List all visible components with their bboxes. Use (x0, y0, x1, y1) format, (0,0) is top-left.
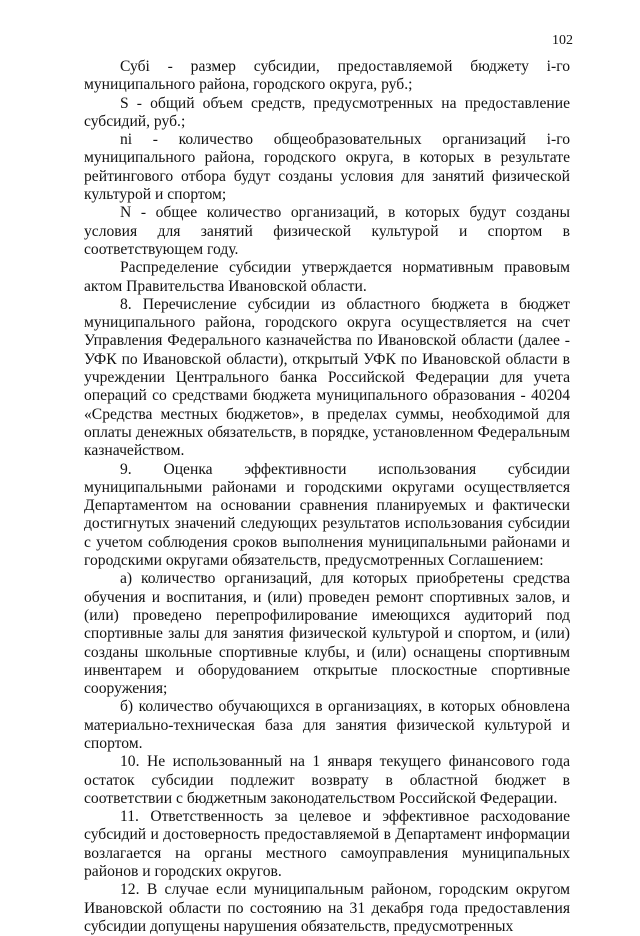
paragraph-item-12: 12. В случае если муниципальным районом, городским округом Ивановской области по состоянию на 31 декабря года предоставления субсидии допущены нарушения обязательств, предусмотренных (84, 881, 570, 935)
document-body (84, 58, 570, 936)
paragraph-item-10: 10. Не использованный на 1 января текущего финансового года остаток субсидии подлежит возврату в областной бюджет в соответствии с бюджетным законодательством Российской Федерации. (84, 753, 570, 807)
paragraph-item-8: 8. Перечисление субсидии из областного бюджета в бюджет муниципального района, городского округа осуществляется на счет Управления Федерального казначейства по Ивановской области (далее - УФК по Ивановской области), открытый УФК по Ивановской области в учреждении Центрального банка Российской Федерации для учета операций со средствами бюджета муниципального образования - 40204 «Средства местных бюджетов», в пределах суммы, необходимой для оплаты денежных обязательств, в порядке, установленном Федеральным казначейством. (84, 295, 570, 460)
paragraph-item-9a: а) количество организаций, для которых приобретены средства обучения и воспитания, и (или) проведен ремонт спортивных залов, и (или) проведено перепрофилирование имеющихся аудиторий под спортивные залы для занятия физической культурой и спортом, и (или) созданы школьные спортивные клубы, и (или) оснащены спортивным инвентарем и оборудованием открытые плоскостные спортивные сооружения; (84, 570, 570, 698)
paragraph-subsidy-size: Субі - размер субсидии, предоставляемой бюджету і-го муниципального района, городского округа, руб.; (84, 58, 570, 94)
paragraph-item-11: 11. Ответственность за целевое и эффективное расходование субсидий и достоверность предоставляемой в Департамент информации возлагается на органы местного самоуправления муниципальных районов и городских округов. (84, 808, 570, 881)
paragraph-organizations-count: ni - количество общеобразовательных организаций і-го муниципального района, городского округа, в которых в результате рейтингового отбора будут созданы условия для занятий физической культурой и спортом; (84, 131, 570, 204)
paragraph-total-volume: S - общий объем средств, предусмотренных на предоставление субсидий, руб.; (84, 94, 570, 130)
paragraph-item-9: 9. Оценка эффективности использования субсидии муниципальными районами и городскими округами осуществляется Департаментом на основании сравнения планируемых и фактически достигнутых значений следующих результатов использования субсидии с учетом соблюдения сроков выполнения муниципальными районами и городскими округами обязательств, предусмотренных Соглашением: (84, 460, 570, 570)
page-number: 102 (552, 33, 573, 48)
paragraph-item-9b: б) количество обучающихся в организациях, в которых обновлена материально-техническая база для занятия физической культурой и спортом. (84, 698, 570, 752)
paragraph-distribution: Распределение субсидии утверждается нормативным правовым актом Правительства Ивановской области. (84, 259, 570, 295)
paragraph-total-organizations: N - общее количество организаций, в которых будут созданы условия для занятий физической культурой и спортом в соответствующем году. (84, 204, 570, 258)
